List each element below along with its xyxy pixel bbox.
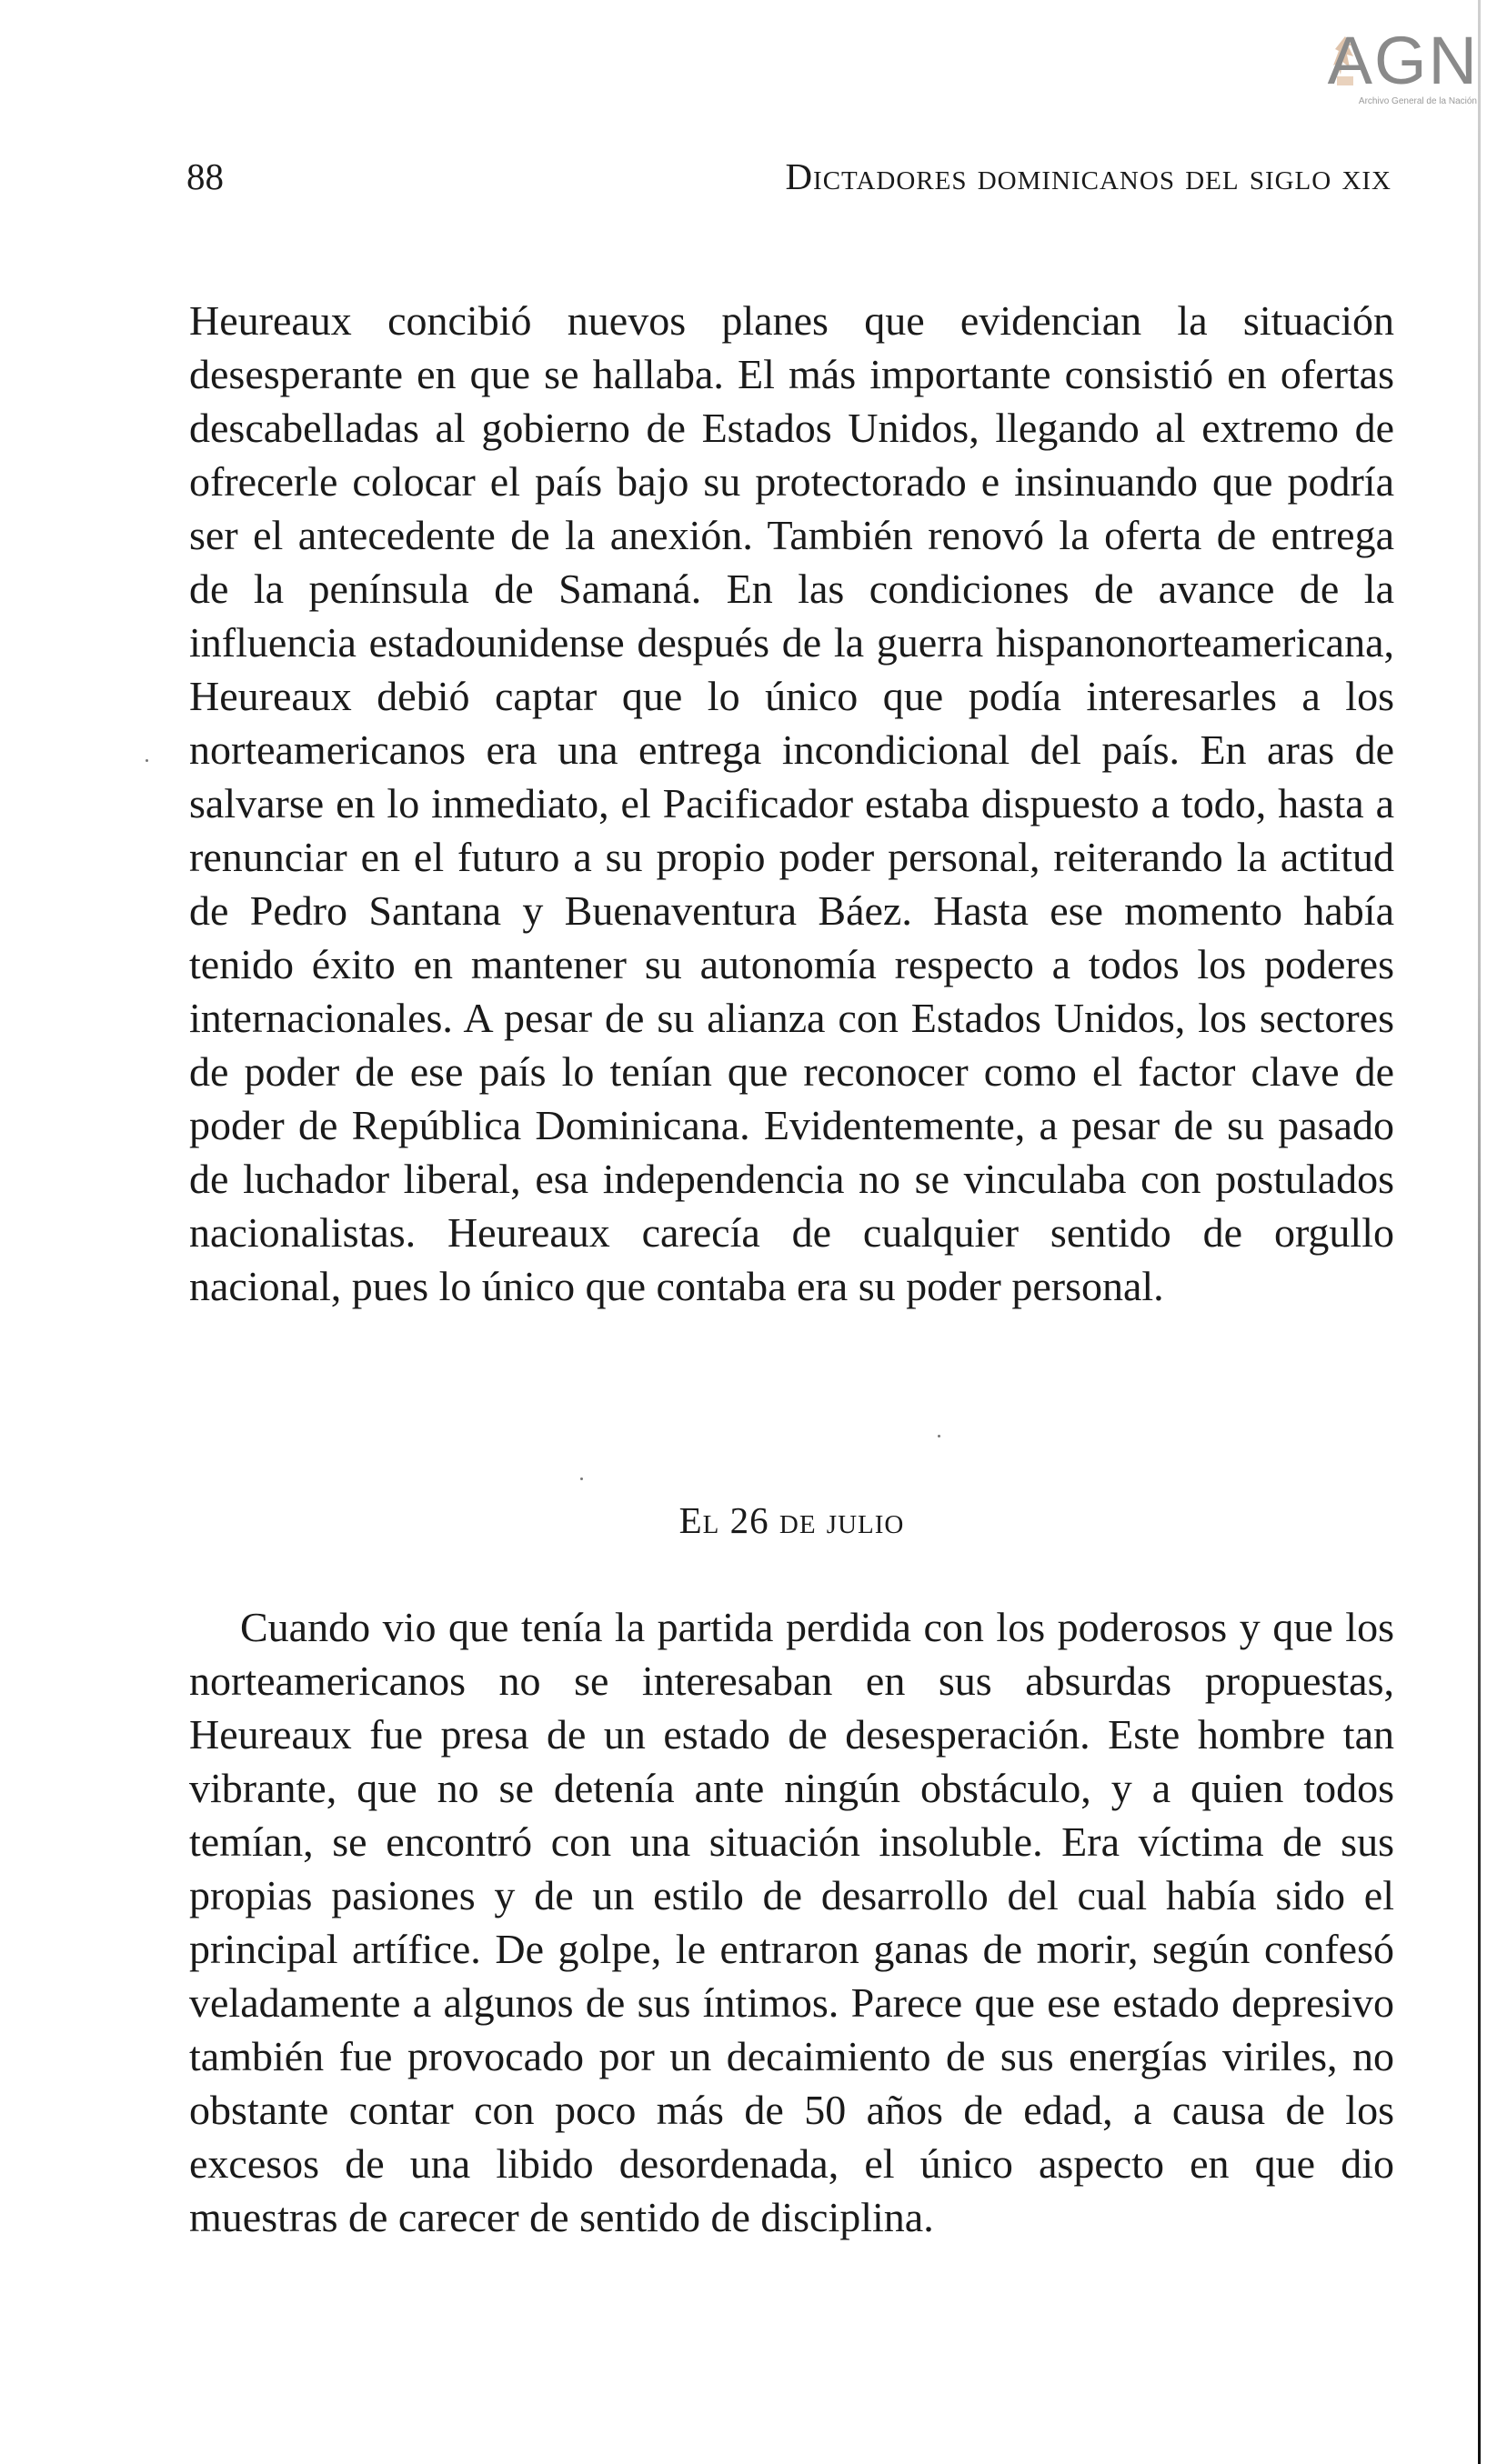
- scan-speck: [938, 1435, 940, 1437]
- running-header: [186, 155, 1392, 209]
- agn-logo: [1324, 23, 1479, 109]
- scan-speck: [580, 1477, 583, 1480]
- paragraph-1: Heureaux concibió nuevos planes que evidencian la situación desesperante en que se hallaba. El más importante consistió en ofertas descabelladas al gobierno de Estados Unidos, llegando al extremo de ofrecerle colocar el país bajo su protectorado e insinuando que podría ser el antecedente de la anexión. También renovó la oferta de entrega de la península de Samaná. En las condiciones de avance de la influencia estadounidense después de la guerra hispanonorteamericana, Heureaux debió captar que lo único que podía interesarles a los norteamericanos era una entrega incondicional del país. En aras de salvarse en lo inmediato, el Pacificador estaba dispuesto a todo, hasta a renunciar en el futuro a su propio poder personal, reiterando la actitud de Pedro Santana y Buenaventura Báez. Hasta ese momento había tenido éxito en mantener su autonomía respecto a todos los poderes internacionales. A pesar de su alianza con Estados Unidos, los sectores de poder de ese país lo tenían que reconocer como el factor clave de poder de República Dominicana. Evidentemente, a pesar de su pasado de luchador liberal, esa independencia no se vinculaba con postulados nacionalistas. Heureaux carecía de cualquier sentido de orgullo nacional, pues lo único que contaba era su poder personal.: [189, 297, 1394, 1309]
- scan-speck: [146, 759, 148, 762]
- paragraph-2: Cuando vio que tenía la partida perdida con los poderosos y que los norteamericanos no se interesaban en sus absurdas propuestas, Heureaux fue presa de un estado de desesperación. Este hombre tan vibrante, que no se detenía ante ningún obstáculo, y a quien todos temían, se encontró con una situación insoluble. Era víctima de sus propias pasiones y de un estilo de desarrollo del cual había sido el principal artífice. De golpe, le entraron ganas de morir, según confesó veladamente a algunos de sus íntimos. Parece que ese estado depresivo también fue provocado por un decaimiento de sus energías viriles, no obstante contar con poco más de 50 años de edad, a causa de los excesos de una libido desordenada, el único aspecto en que dio muestras de carecer de sentido de disciplina.: [189, 1604, 1394, 2240]
- logo-subtitle: Archivo General de la Nación: [1358, 96, 1477, 106]
- scan-edge-line: [1478, 0, 1481, 2464]
- page-number: 88: [186, 155, 224, 197]
- running-title: Dictadores dominicanos del siglo xix: [785, 155, 1392, 197]
- logo-text: AGN: [1327, 23, 1479, 98]
- section-heading: El 26 de julio: [678, 1499, 905, 1541]
